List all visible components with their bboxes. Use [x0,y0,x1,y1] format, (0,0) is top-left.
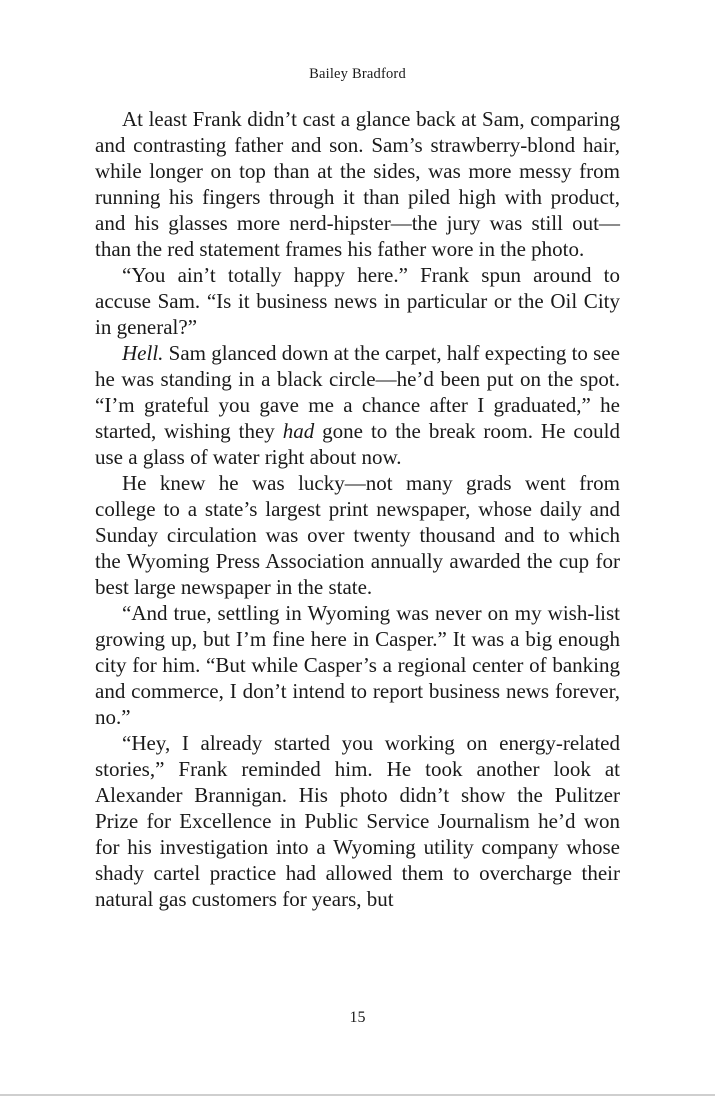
paragraph-2: “You ain’t totally happy here.” Frank spun around to accuse Sam. “Is it business news in particular or the Oil City in general?” [95,263,620,339]
paragraph-3-part-a: Sam glanced down at the carpet, half expecting to see he was standing in a black circle—he’d been put on the spot. “I’m grateful you gave me a chance after I graduated,” he started, wishing they [95,341,620,443]
paragraph-6: “Hey, I already started you working on energy-related stories,” Frank reminded him. He took another look at Alexander Brannigan. His photo didn’t show the Pulitzer Prize for Excellence in Public Service Journalism he’d won for his investigation into a Wyoming utility company whose shady cartel practice had allowed them to overcharge their natural gas customers for years, but [95,731,620,911]
paragraph-5: “And true, settling in Wyoming was never on my wish-list growing up, but I’m fine here in Casper.” It was a big enough city for him. “But while Casper’s a regional center of banking and commerce, I don’t intend to report business news forever, no.” [95,601,620,729]
paragraph-1: At least Frank didn’t cast a glance back at Sam, comparing and contrasting father and son. Sam’s strawberry-blond hair, while longer on top than at the sides, was more messy from running his fingers through it than piled high with product, and his glasses more nerd-hipster—the jury was still out—than the red statement frames his father wore in the photo. [95,107,620,261]
paragraph-3-part-b: gone to the break room. He could use a glass of water right about now. [95,419,621,469]
page-number: 15 [349,1009,366,1026]
body-text [95,106,620,912]
italic-hell: Hell. [122,341,164,365]
italic-had: had [282,419,315,443]
paragraph-4: He knew he was lucky—not many grads went from college to a state’s largest print newspaper, whose daily and Sunday circulation was over twenty thousand and to which the Wyoming Press Association annually awarded the cup for best large newspaper in the state. [95,471,620,599]
running-header-author: Bailey Bradford [309,66,406,82]
bottom-divider [0,1094,715,1096]
paragraph-3 [95,340,620,470]
